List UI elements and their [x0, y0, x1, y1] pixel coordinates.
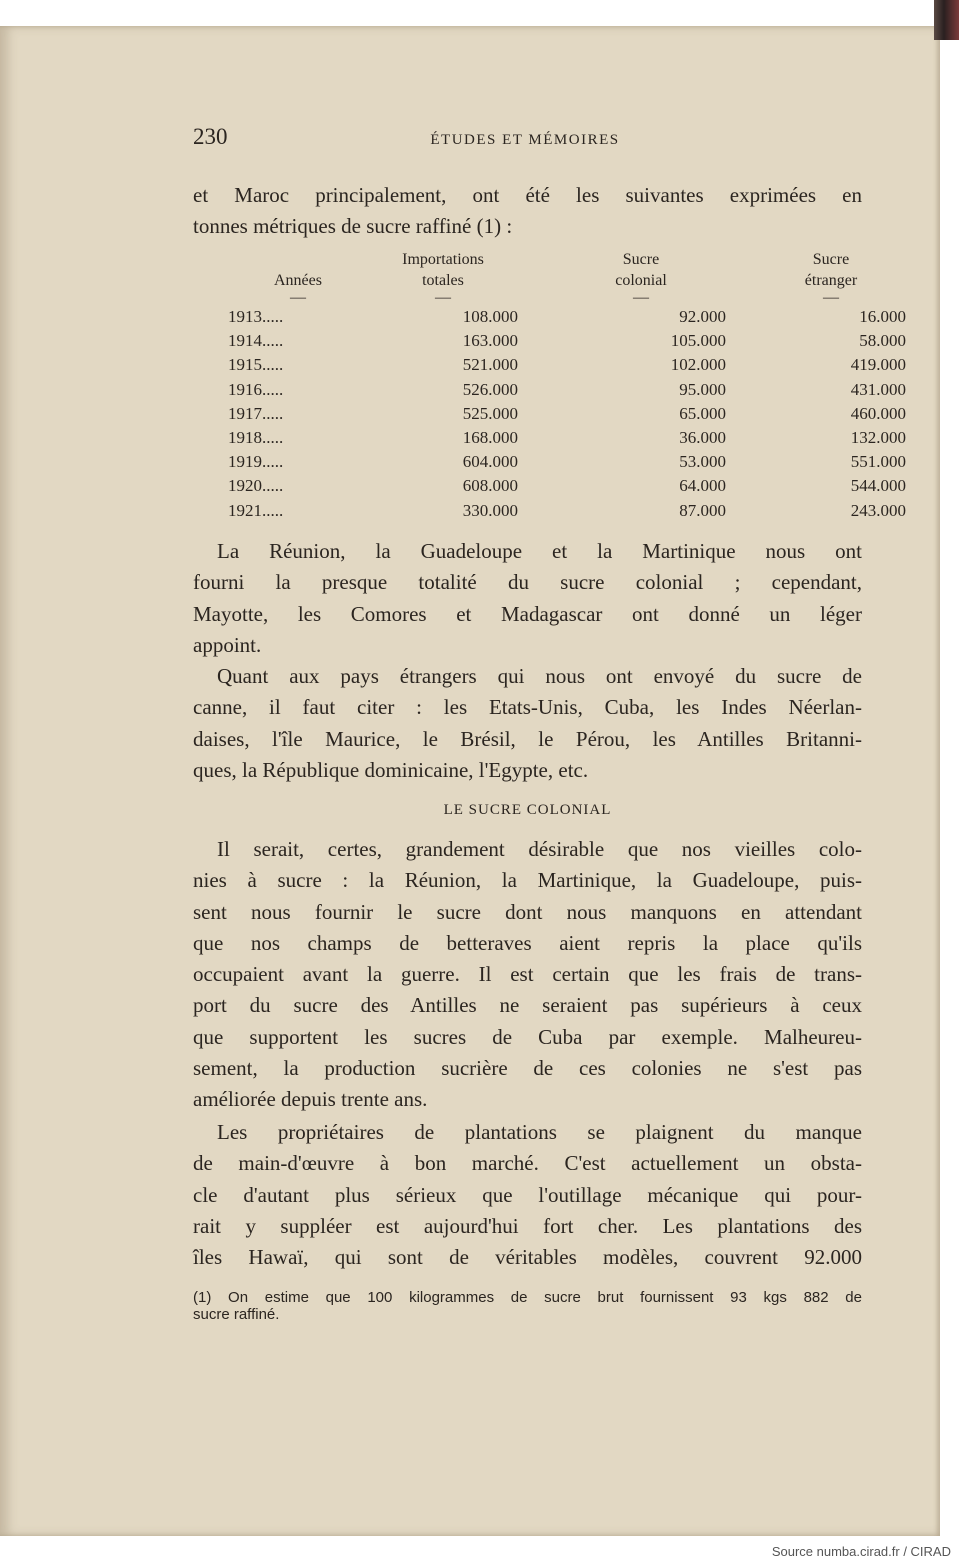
footnote-line: sucre raffiné.	[193, 1306, 280, 1323]
table-row	[200, 305, 906, 329]
header-line-1: Sucre	[622, 251, 660, 268]
total-imports-cell: 604.000	[462, 452, 518, 472]
paragraph	[193, 661, 862, 786]
text-line: ques, la République dominicaine, l'Egypte, etc.	[193, 757, 589, 782]
section-heading: LE SUCRE COLONIAL	[443, 802, 612, 818]
header-line-2: totales	[422, 272, 464, 289]
text-line: cle d'autant plus sérieux que l'outillage mécanique qui pour-	[193, 1182, 862, 1207]
year-cell: 1918.....	[228, 428, 284, 448]
running-title: ÉTUDES ET MÉMOIRES	[430, 132, 620, 148]
text-line: tonnes métriques de sucre raffiné (1) :	[193, 214, 513, 239]
table-row	[200, 474, 906, 498]
header-dash: —	[435, 289, 451, 306]
text-line: canne, il faut citer : les Etats-Unis, Cuba, les Indes Néerlan-	[193, 695, 862, 720]
foreign-sugar-cell: 419.000	[850, 355, 906, 375]
text-line: nies à sucre : la Réunion, la Martinique, la Guadeloupe, puis-	[193, 868, 862, 893]
text-line: rait y suppléer est aujourd'hui fort cher. Les plantations des	[193, 1213, 862, 1238]
text-line: port du sucre des Antilles ne seraient pas supérieurs à ceux	[193, 993, 862, 1018]
text-line: fourni la presque totalité du sucre colonial ; cependant,	[193, 570, 862, 595]
paragraph	[193, 834, 862, 1116]
year-cell: 1919.....	[228, 452, 284, 472]
colonial-sugar-cell: 102.000	[670, 355, 726, 375]
text-line: et Maroc principalement, ont été les suivantes exprimées en	[193, 183, 862, 207]
text-line: daises, l'île Maurice, le Brésil, le Pérou, les Antilles Britanni-	[193, 726, 862, 751]
foreign-sugar-cell: 58.000	[859, 331, 906, 351]
foreign-sugar-cell: 16.000	[859, 307, 906, 326]
table-row	[200, 353, 906, 377]
text-line: occupaient avant la guerre. Il est certain que les frais de trans-	[193, 962, 862, 987]
paragraph	[193, 536, 862, 661]
text-line: Mayotte, les Comores et Madagascar ont donné un léger	[193, 601, 862, 626]
text-line: Il serait, certes, grandement désirable que nos vieilles colo-	[217, 837, 862, 861]
text-line: Les propriétaires de plantations se plaignent du manque	[217, 1120, 862, 1144]
table-row	[200, 329, 906, 353]
text-line: améliorée depuis trente ans.	[193, 1087, 428, 1112]
colonial-sugar-cell: 105.000	[670, 331, 726, 351]
text-line: de main-d'œuvre à bon marché. C'est actuellement un obsta-	[193, 1151, 862, 1176]
table-row	[200, 499, 906, 523]
colonial-sugar-cell: 65.000	[679, 403, 726, 423]
table-body	[200, 305, 906, 523]
page-number: 230	[193, 124, 228, 149]
table-header-row	[200, 249, 906, 305]
year-cell: 1921.....	[228, 500, 284, 520]
paragraph	[193, 1117, 862, 1273]
book-binding-edge	[934, 0, 959, 40]
total-imports-cell: 525.000	[462, 403, 518, 423]
total-imports-cell: 108.000	[462, 307, 518, 326]
header-dash: —	[823, 289, 839, 306]
colonial-sugar-cell: 64.000	[679, 476, 726, 496]
text-line: sent nous fournir le sucre dont nous manquons en attendant	[193, 899, 862, 924]
year-cell: 1914.....	[228, 331, 284, 351]
table-row	[200, 378, 906, 402]
header-line-2: étranger	[804, 272, 858, 289]
header-line-2: Années	[274, 272, 322, 289]
column-header	[368, 249, 556, 305]
year-cell: 1916.....	[228, 379, 284, 399]
foreign-sugar-cell: 132.000	[850, 428, 906, 448]
column-header	[756, 249, 906, 305]
header-dash: —	[633, 289, 649, 306]
total-imports-cell: 526.000	[462, 379, 518, 399]
footnote	[193, 1289, 862, 1323]
total-imports-cell: 330.000	[462, 500, 518, 520]
footnote-line: (1) On estime que 100 kilogrammes de sucre brut fournissent 93 kgs 882 de	[193, 1289, 862, 1306]
header-line-1: Sucre	[812, 251, 850, 268]
foreign-sugar-cell: 551.000	[850, 452, 906, 472]
column-header	[556, 249, 756, 305]
header-line-1: Importations	[402, 251, 484, 268]
source-credit: Source numba.cirad.fr / CIRAD	[771, 1544, 951, 1559]
text-line: La Réunion, la Guadeloupe et la Martinique nous ont	[217, 539, 862, 563]
header-dash: —	[290, 289, 306, 306]
total-imports-cell: 608.000	[462, 476, 518, 496]
text-line: que nos champs de betteraves aient repris la place qu'ils	[193, 930, 862, 955]
year-cell: 1915.....	[228, 355, 284, 375]
total-imports-cell: 521.000	[462, 355, 518, 375]
colonial-sugar-cell: 36.000	[679, 428, 726, 448]
text-line: îles Hawaï, qui sont de véritables modèles, couvrent 92.000	[193, 1245, 862, 1270]
total-imports-cell: 168.000	[462, 428, 518, 448]
year-cell: 1917.....	[228, 403, 284, 423]
foreign-sugar-cell: 243.000	[850, 500, 906, 520]
text-line: sement, la production sucrière de ces colonies ne s'est pas	[193, 1056, 862, 1081]
table-row	[200, 402, 906, 426]
text-line: Quant aux pays étrangers qui nous ont envoyé du sucre de	[217, 664, 862, 688]
column-header	[200, 249, 368, 305]
colonial-sugar-cell: 53.000	[679, 452, 726, 472]
text-line: appoint.	[193, 632, 262, 657]
year-cell: 1913.....	[228, 307, 284, 326]
paragraph	[193, 180, 862, 243]
foreign-sugar-cell: 544.000	[850, 476, 906, 496]
foreign-sugar-cell: 460.000	[850, 403, 906, 423]
colonial-sugar-cell: 87.000	[679, 500, 726, 520]
foreign-sugar-cell: 431.000	[850, 379, 906, 399]
header-line-2: colonial	[615, 272, 667, 289]
colonial-sugar-cell: 92.000	[679, 307, 726, 326]
sugar-imports-table	[200, 249, 906, 523]
table-row	[200, 450, 906, 474]
year-cell: 1920.....	[228, 476, 284, 496]
text-line: que supportent les sucres de Cuba par exemple. Malheureu-	[193, 1024, 862, 1049]
total-imports-cell: 163.000	[462, 331, 518, 351]
colonial-sugar-cell: 95.000	[679, 379, 726, 399]
table-row	[200, 426, 906, 450]
